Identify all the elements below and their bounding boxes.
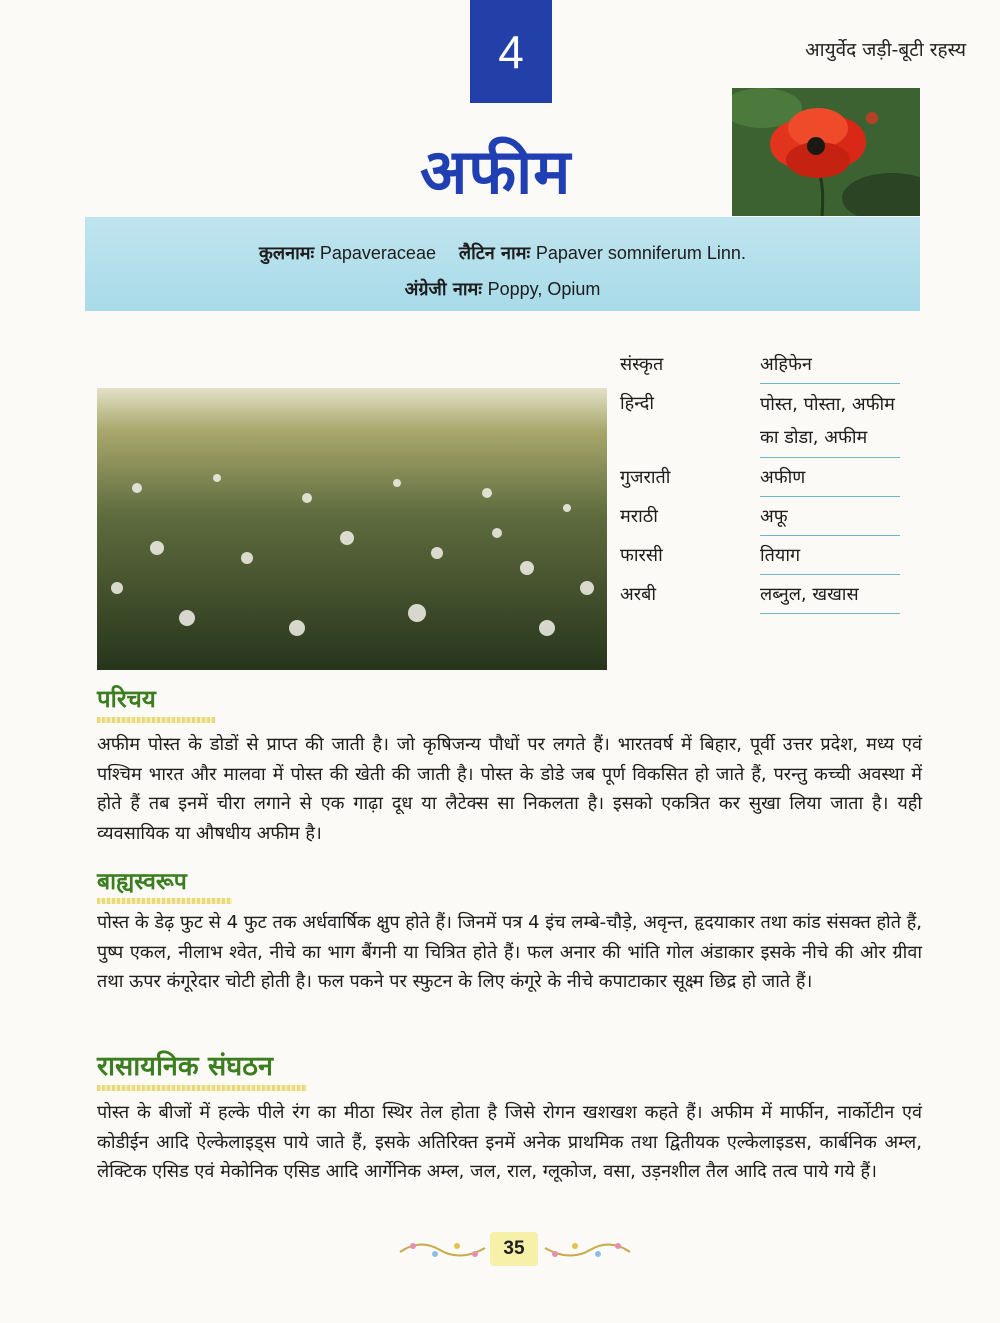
- synonym-name: अफू: [760, 497, 900, 536]
- english-value: Poppy, Opium: [487, 279, 601, 299]
- synonym-name: तियाग: [760, 536, 900, 575]
- section-text-morphology: पोस्त के डेढ़ फुट से 4 फुट तक अर्धवार्षिक क्षुप होते हैं। जिनमें पत्र 4 इंच लम्बे-चौड़े, अवृन्त, हृदयाकार तथा कांड संसक्त होते हैं, पुष्प एकल, नीलाभ श्वेत, नीचे का भाग बैंगनी या चित्रित होते हैं। फल अनार की भांति गोल अंडाकार इसके नीचे की ओर ग्रीवा तथा ऊपर कंगूरेदार चोटी होती है। फल पकने पर स्फुटन के लिए कंगूरे के नीचे कपाटाकार सूक्ष्म छिद्र हो जाते हैं।: [97, 912, 922, 992]
- section-text-chemistry: पोस्त के बीजों में हल्के पीले रंग का मीठा स्थिर तेल होता है जिसे रोगन खशखश कहते हैं। अफीम में मार्फीन, नार्कोटीन एवं कोडीईन आदि ऐल्केलाइड्स पाये जाते हैं, इसके अतिरिक्त इनमें अनेक प्राथमिक तथा द्वितीयक एल्केलाइडस, कार्बनिक अम्ल, लेक्टिक एसिड एवं मेकोनिक एसिड आदि आर्गेनिक अम्ल, जल, राल, ग्लूकोज, वसा, उड़नशील तैल आदि तत्व पाये गये हैं।: [97, 1102, 922, 1182]
- synonym-name: पोस्त, पोस्ता, अफीम का डोडा, अफीम: [760, 384, 900, 458]
- family-value: Papaveraceae: [319, 243, 436, 263]
- chapter-title: अफीम: [420, 135, 572, 208]
- latin-value: Papaver somniferum Linn.: [535, 243, 746, 263]
- poppy-flower-illustration: [732, 88, 920, 216]
- heading-underline: [97, 898, 232, 904]
- synonym-row: [620, 536, 900, 575]
- heading-underline: [97, 1085, 307, 1091]
- section-heading-text: परिचय: [97, 685, 156, 713]
- section-heading-chemistry: [97, 1046, 307, 1091]
- poppy-flower-photo: [732, 88, 920, 216]
- synonym-name: लब्नुल, खखास: [760, 575, 900, 614]
- synonym-language: गुजराती: [620, 467, 671, 488]
- latin-label: लैटिन नामः: [458, 243, 531, 264]
- section-heading-text: रासायनिक संघठन: [97, 1051, 273, 1082]
- synonym-name: अफीण: [760, 458, 900, 497]
- synonym-row: [620, 575, 900, 614]
- synonym-language: अरबी: [620, 584, 657, 605]
- chapter-number: 4: [498, 25, 524, 78]
- synonym-language: संस्कृत: [620, 354, 664, 375]
- english-label: अंग्रेजी नामः: [404, 279, 482, 300]
- family-label: कुलनामः: [259, 243, 315, 264]
- synonym-name: अहिफेन: [760, 345, 900, 384]
- section-text-introduction: अफीम पोस्त के डोडों से प्राप्त की जाती है। जो कृषिजन्य पौधों पर लगते हैं। भारतवर्ष में बिहार, पूर्वी उत्तर प्रदेश, मध्य एवं पश्चिम भारत और मालवा में पोस्त की खेती की जाती है। पोस्त के डोडे जब पूर्ण विकसित हो जाते हैं, परन्तु कच्ची अवस्था में होते हैं तब इनमें चीरा लगाने से एक गाढ़ा दूध या लैटेक्स सा निकलता है। इसको एकत्रित कर सुखा लिया जाता है। यही व्यवसायिक या औषधीय अफीम है।: [97, 734, 922, 844]
- synonym-language: फारसी: [620, 545, 663, 566]
- chapter-number-box: [470, 0, 552, 103]
- book-title: आयुर्वेद जड़ी-बूटी रहस्य: [805, 39, 966, 61]
- section-heading-text: बाह्यस्वरूप: [97, 869, 187, 895]
- heading-underline: [97, 717, 215, 723]
- synonyms-table: [620, 345, 900, 614]
- synonym-row: [620, 458, 900, 497]
- right-floral-ornament: [540, 1232, 635, 1266]
- page-footer: [395, 1232, 635, 1266]
- page-number: 35: [490, 1232, 538, 1266]
- poppy-field-photo: [97, 388, 607, 670]
- synonym-language: हिन्दी: [620, 393, 655, 414]
- synonym-row: [620, 384, 900, 458]
- synonym-language: मराठी: [620, 506, 658, 527]
- poppy-field-illustration: [97, 388, 607, 670]
- left-floral-ornament: [395, 1232, 490, 1266]
- synonym-row: [620, 345, 900, 384]
- synonym-row: [620, 497, 900, 536]
- section-heading-morphology: [97, 864, 232, 904]
- section-heading-introduction: [97, 682, 215, 723]
- botanical-names-band: [85, 217, 920, 311]
